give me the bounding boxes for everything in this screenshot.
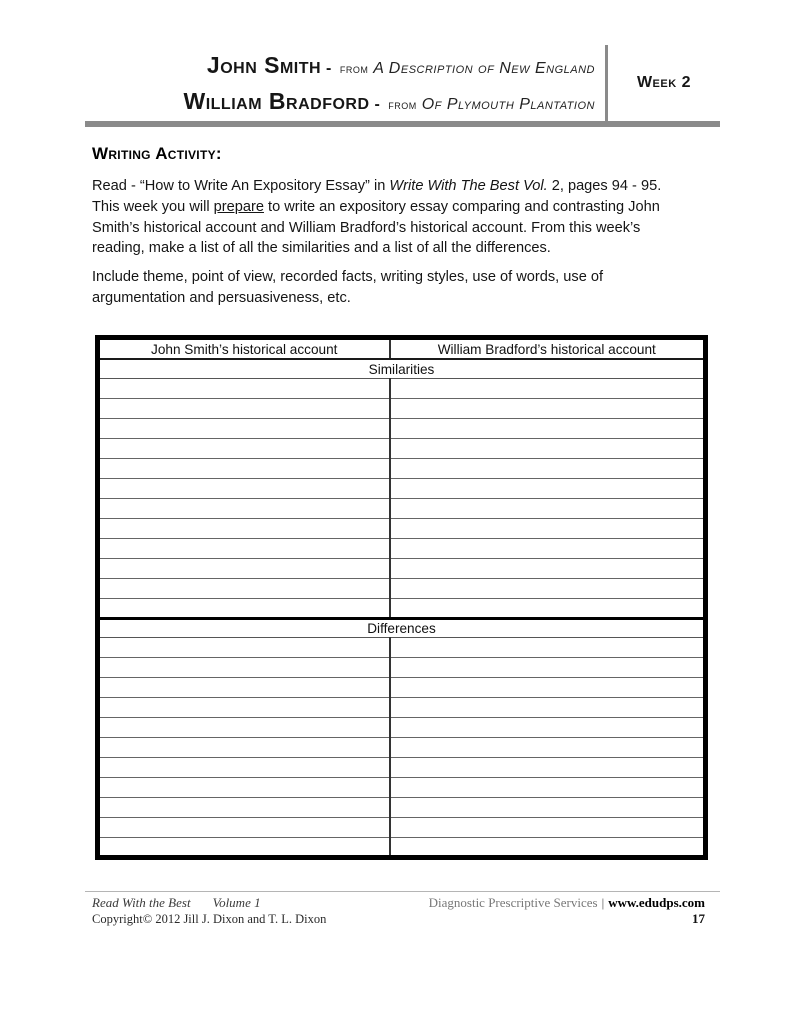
header-line-william-bradford [85, 85, 595, 121]
column-header-john-smith: John Smith’s historical account [98, 337, 390, 359]
book-title: Write With The Best Vol. [389, 178, 548, 194]
fill-in-cell-right[interactable] [390, 637, 706, 657]
table-row [98, 518, 706, 538]
fill-in-cell-left[interactable] [98, 598, 390, 618]
fill-in-cell-right[interactable] [390, 757, 706, 777]
fill-in-cell-right[interactable] [390, 538, 706, 558]
fill-in-cell-right[interactable] [390, 558, 706, 578]
fill-in-cell-right[interactable] [390, 817, 706, 837]
table-row [98, 398, 706, 418]
table-row [98, 717, 706, 737]
table-row [98, 378, 706, 398]
table-row [98, 817, 706, 837]
table-row [98, 657, 706, 677]
fill-in-cell-left[interactable] [98, 777, 390, 797]
fill-in-cell-right[interactable] [390, 697, 706, 717]
week-task-paragraph [92, 197, 677, 259]
fill-in-cell-left[interactable] [98, 418, 390, 438]
fill-in-cell-left[interactable] [98, 378, 390, 398]
fill-in-cell-right[interactable] [390, 518, 706, 538]
fill-in-cell-right[interactable] [390, 478, 706, 498]
header-line-john-smith [85, 49, 595, 85]
author-name-william-bradford: William Bradford [183, 88, 370, 114]
section-label-differences: Differences [98, 618, 706, 637]
read-text-pre: Read - “How to Write An Expository Essay” in [92, 178, 390, 194]
fill-in-cell-right[interactable] [390, 777, 706, 797]
table-row [98, 578, 706, 598]
table-row [98, 757, 706, 777]
table-row [98, 438, 706, 458]
volume-label: Volume 1 [212, 894, 261, 910]
table-row [98, 677, 706, 697]
fill-in-cell-left[interactable] [98, 398, 390, 418]
fill-in-cell-left[interactable] [98, 737, 390, 757]
read-text-post: 2, pages 94 - 95. [547, 178, 662, 194]
dash-separator: - [374, 96, 381, 113]
week-text-post: to write an expository essay comparing and contrasting John Smith’s historical account and William Bradford’s historical account. From this week’s reading, make a list of all the similarities and a list of all the differences. [92, 198, 660, 257]
table-row [98, 478, 706, 498]
fill-in-cell-right[interactable] [390, 438, 706, 458]
column-header-william-bradford: William Bradford’s historical account [390, 337, 706, 359]
footer-rule [85, 891, 720, 892]
table-row [98, 637, 706, 657]
fill-in-cell-right[interactable] [390, 737, 706, 757]
fill-in-cell-right[interactable] [390, 797, 706, 817]
comparison-table [95, 335, 708, 860]
table-row [98, 538, 706, 558]
writing-activity-heading: Writing Activity: [92, 144, 222, 163]
fill-in-cell-right[interactable] [390, 657, 706, 677]
fill-in-cell-right[interactable] [390, 677, 706, 697]
fill-in-cell-left[interactable] [98, 837, 390, 857]
fill-in-cell-right[interactable] [390, 837, 706, 857]
table-row [98, 737, 706, 757]
header-rule [85, 121, 720, 127]
copyright-text: Copyright© 2012 Jill J. Dixon and T. L. Dixon [92, 911, 327, 926]
table-row [98, 697, 706, 717]
table-row [98, 498, 706, 518]
page-number: 17 [692, 910, 705, 926]
pipe-separator: | [601, 894, 605, 910]
read-instruction-paragraph [92, 176, 677, 197]
series-title: Read With the Best [92, 894, 191, 910]
from-word: from [339, 61, 369, 76]
footer-publisher-line [429, 895, 705, 911]
fill-in-cell-right[interactable] [390, 717, 706, 737]
footer-left [92, 895, 326, 927]
page-header [85, 45, 720, 121]
fill-in-cell-left[interactable] [98, 657, 390, 677]
fill-in-cell-left[interactable] [98, 498, 390, 518]
fill-in-cell-left[interactable] [98, 637, 390, 657]
section-row-similarities [98, 359, 706, 378]
fill-in-cell-right[interactable] [390, 418, 706, 438]
fill-in-cell-right[interactable] [390, 498, 706, 518]
page-footer [92, 895, 705, 927]
week-badge: Week 2 [636, 74, 692, 91]
fill-in-cell-right[interactable] [390, 578, 706, 598]
dash-separator: - [326, 60, 332, 77]
fill-in-cell-left[interactable] [98, 677, 390, 697]
fill-in-cell-left[interactable] [98, 717, 390, 737]
footer-series-line [92, 895, 326, 911]
table-row [98, 777, 706, 797]
table-row [98, 558, 706, 578]
author-name-john-smith: John Smith [206, 52, 322, 78]
fill-in-cell-left[interactable] [98, 757, 390, 777]
fill-in-cell-left[interactable] [98, 538, 390, 558]
fill-in-cell-left[interactable] [98, 558, 390, 578]
fill-in-cell-left[interactable] [98, 518, 390, 538]
work-title-plymouth-plantation: Of Plymouth Plantation [421, 96, 595, 113]
footer-right [429, 895, 705, 927]
fill-in-cell-right[interactable] [390, 458, 706, 478]
fill-in-cell-left[interactable] [98, 697, 390, 717]
table-row [98, 598, 706, 618]
fill-in-cell-left[interactable] [98, 797, 390, 817]
column-header-row [98, 337, 706, 359]
table-row [98, 797, 706, 817]
section-row-differences [98, 618, 706, 637]
table-row [98, 418, 706, 438]
section-label-similarities: Similarities [98, 359, 706, 378]
fill-in-cell-right[interactable] [390, 398, 706, 418]
header-titles [85, 45, 605, 121]
table-row [98, 837, 706, 857]
work-title-new-england: A Description of New England [373, 60, 595, 77]
from-word: from [388, 97, 417, 112]
fill-in-cell-right[interactable] [390, 598, 706, 618]
week-text-pre: This week you will [92, 198, 214, 215]
table-row [98, 458, 706, 478]
fill-in-cell-left[interactable] [98, 817, 390, 837]
fill-in-cell-left[interactable] [98, 438, 390, 458]
publisher-name: Diagnostic Prescriptive Services [428, 894, 598, 910]
website-link: www.edudps.com [608, 894, 705, 910]
fill-in-cell-right[interactable] [390, 378, 706, 398]
include-paragraph: Include theme, point of view, recorded facts, writing styles, use of words, use of argumentation and persuasiveness, etc. [92, 269, 604, 306]
prepare-underlined-word: prepare [213, 198, 264, 215]
fill-in-cell-left[interactable] [98, 578, 390, 598]
fill-in-cell-left[interactable] [98, 458, 390, 478]
fill-in-cell-left[interactable] [98, 478, 390, 498]
